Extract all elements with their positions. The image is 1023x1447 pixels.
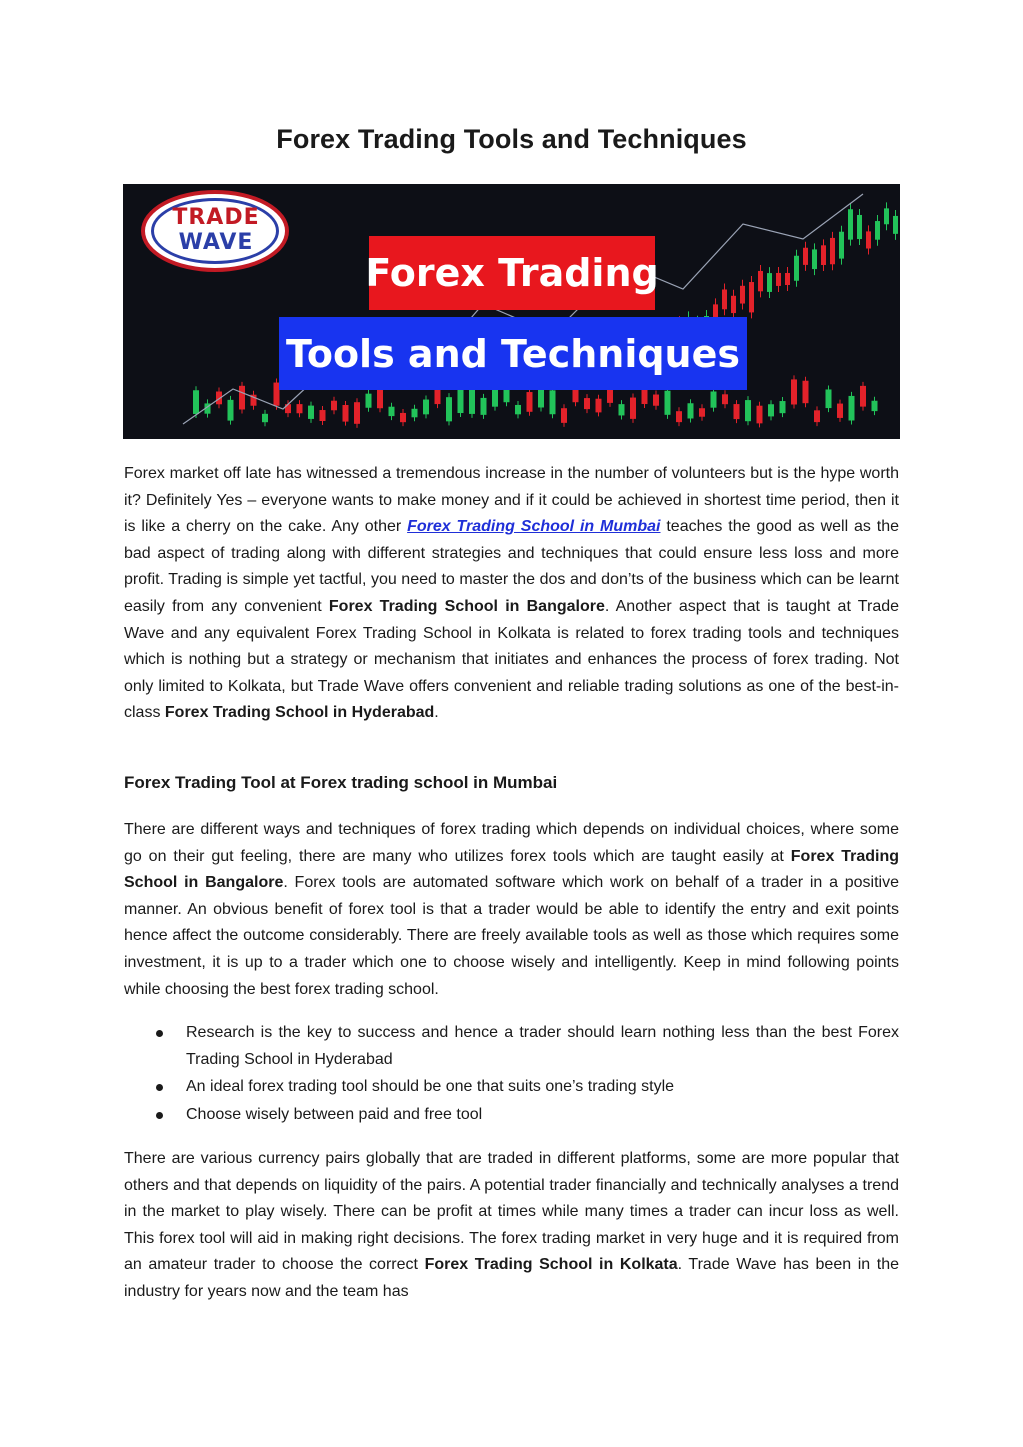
candle-body (780, 401, 786, 413)
candle-body (857, 215, 862, 239)
bullet-item (124, 1102, 899, 1129)
candle-body (839, 232, 844, 259)
closing-section (124, 1146, 899, 1306)
candle-body (527, 392, 533, 412)
bullet-text: Choose wisely between paid and free tool (186, 1105, 483, 1123)
candle-body (377, 389, 383, 409)
candle-body (791, 379, 797, 404)
candle-body (297, 404, 303, 413)
hero-banner-image (123, 184, 900, 439)
banner-headline-red-box (365, 236, 659, 310)
candle-body (239, 386, 245, 410)
candle-body (366, 394, 372, 408)
candle-body (722, 394, 728, 404)
logo-text-wave: WAVE (178, 230, 254, 255)
banner-headline-blue-box (279, 317, 747, 390)
candle-body (731, 296, 736, 313)
candle-body (860, 386, 866, 407)
candle-body (400, 413, 406, 422)
candle-body (561, 408, 567, 423)
candle-body (812, 249, 817, 269)
candle-body (331, 401, 337, 411)
closing-text-2: . Trade Wave has been in the industry for years now and the team has (124, 1256, 900, 1300)
candle-body (676, 411, 682, 422)
bullet-text: Research is the key to success and hence a trader should learn nothing less than the best Forex Trading School in Hyderabad (186, 1024, 899, 1068)
tools-paragraph (124, 817, 899, 1003)
candle-body (619, 404, 625, 415)
tools-section (124, 817, 899, 1003)
candle-body (722, 289, 727, 309)
candle-body (866, 231, 871, 248)
intro-paragraph (124, 461, 899, 727)
candle-body (758, 271, 763, 291)
candle-body (688, 403, 694, 418)
candle-body (837, 404, 843, 418)
candle-body (596, 399, 602, 413)
candle-body (749, 282, 754, 312)
bullet-dot-icon (156, 1084, 163, 1091)
candle-body (875, 221, 880, 240)
candle-body (320, 410, 326, 421)
intro-text-2: teaches the good as well as the bad aspect of trading along with different strategies and techniques that could ensure less loss and more profit. Trading is simple yet tactful, you need to master the dos and don’ts of the business which can be learnt easily from any convenient (124, 518, 900, 615)
mumbai-school-link[interactable]: Forex Trading School in Mumbai (407, 518, 661, 536)
candle-body (653, 395, 659, 406)
candle-body (630, 398, 636, 419)
candle-body (469, 389, 475, 414)
candle-body (803, 248, 808, 265)
intro-text-4: . (434, 704, 439, 722)
candle-body (821, 245, 826, 265)
candle-body (699, 408, 705, 416)
candle-body (389, 407, 395, 416)
bullet-dot-icon (156, 1030, 163, 1037)
bullet-item (124, 1020, 899, 1073)
bullet-item (124, 1074, 899, 1101)
candle-body (794, 256, 799, 281)
intro-section (124, 461, 899, 727)
tips-bullet-list (124, 1020, 899, 1129)
candle-body (734, 404, 740, 419)
intro-text-1: Forex market off late has witnessed a tremendous increase in the number of volunteers but is the hype worth it? Definitely Yes – everyone wants to make money and if it could be achieved in shortest time period, then it is like a cherry on the cake. Any other (124, 465, 899, 536)
candle-body (665, 391, 671, 415)
candle-body (262, 414, 268, 422)
candle-body (481, 398, 487, 415)
candle-body (757, 406, 763, 424)
candle-body (814, 410, 820, 422)
trade-wave-logo (141, 190, 291, 274)
section-heading: Forex Trading Tool at Forex trading school in Mumbai (124, 773, 558, 792)
candle-body (830, 238, 835, 264)
candle-body (458, 389, 464, 413)
banner-headline-1: Forex Trading (365, 251, 659, 295)
candle-body (354, 402, 360, 424)
candle-body (515, 405, 521, 414)
intro-text-3: . Another aspect that is taught at Trade Wave and any equivalent Forex Trading School in Kolkata is related to forex trading tools and techniques which is nothing but a strategy or mechanism that initiates and enhances the process of forex trading. Not only limited to Kolkata, but Trade Wave offers convenient and reliable trading solutions as one of the best-in-class (124, 597, 900, 722)
bullet-dot-icon (156, 1112, 163, 1119)
candle-body (745, 400, 751, 421)
candle-body (767, 273, 772, 292)
candle-body (711, 391, 717, 407)
candle-body (550, 390, 556, 414)
banner-headline-2: Tools and Techniques (285, 331, 741, 376)
candle-body (803, 381, 809, 403)
candle-body (740, 286, 745, 304)
candle-body (446, 397, 452, 421)
candle-body (849, 396, 855, 421)
candle-body (826, 389, 832, 408)
candle-body (884, 208, 889, 224)
candle-body (848, 209, 853, 239)
candle-body (193, 390, 199, 414)
candle-body (785, 273, 790, 285)
candle-body (228, 400, 234, 421)
tools-text-2: . Forex tools are automated software which work on behalf of a trader in a positive manner. An obvious benefit of forex tool is that a trader would be able to identify the entry and exit points hence affect the outcome considerably. There are freely available tools as well as those which requires some investment, it is up to a trader which one to choose wisely and intelligently. Keep in mind following points while choosing the best forex trading school. (124, 874, 899, 998)
candle-body (308, 406, 314, 419)
bangalore-school-bold-2: Forex Trading School in Bangalore (124, 847, 900, 892)
kolkata-school-bold: Forex Trading School in Kolkata (424, 1256, 678, 1274)
candle-body (872, 401, 878, 411)
candle-body (584, 398, 590, 409)
candle-body (343, 405, 349, 422)
candle-body (776, 273, 781, 286)
page-title: Forex Trading Tools and Techniques (276, 124, 747, 154)
hyderabad-school-bold: Forex Trading School in Hyderabad (164, 704, 435, 722)
candle-body (893, 216, 898, 234)
candle-body (423, 400, 429, 415)
closing-text-1: There are various currency pairs globally that are traded in different platforms, some are more popular that others and that depends on liquidity of the pairs. A potential trader financially and technically analyses a trend in the market to play wisely. There can be profit at times while many times a trader can incur loss as well. This forex tool will aid in making right decisions. The forex trading market in very huge and it is required from an amateur trader to choose the correct (124, 1150, 899, 1274)
candle-body (412, 409, 418, 418)
bangalore-school-bold: Forex Trading School in Bangalore (328, 597, 605, 615)
bullet-text: An ideal forex trading tool should be one that suits one’s trading style (186, 1078, 675, 1096)
tools-text-1: There are different ways and techniques of forex trading which depends on individual choices, where some go on their gut feeling, there are many who utilizes forex tools which are taught easily at (124, 821, 899, 865)
candle-body (768, 404, 774, 416)
logo-text-trade: TRADE (172, 205, 260, 230)
closing-paragraph (124, 1146, 899, 1306)
